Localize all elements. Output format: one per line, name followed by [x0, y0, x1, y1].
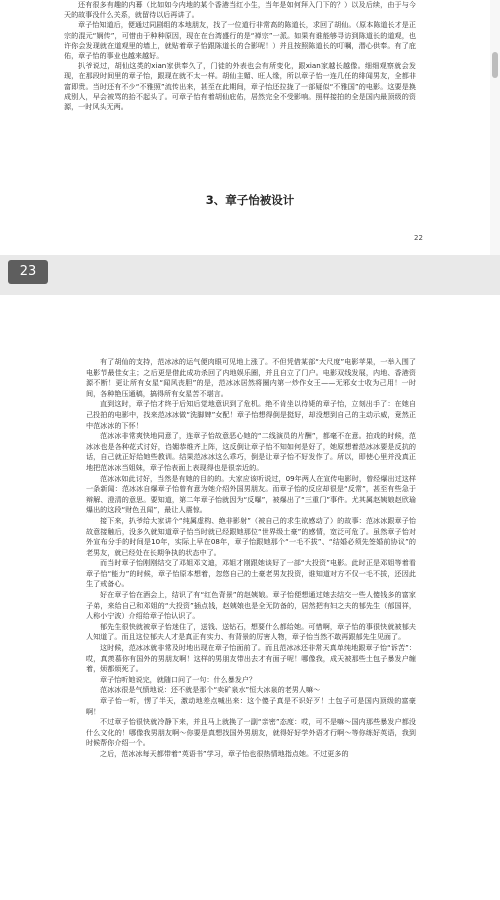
- paragraph: 章子怡一听，愣了半天，激动地差点喊出来：这个傻子真是不识好歹！土包子可是国内顶级的富豪啊！: [86, 696, 416, 716]
- paragraph: 扒爷说过，胡仙这类的xian家供奉久了，门徒的外表也会有所变化，跟xian家越长越像。细细观察就会发现，在那段时间里的章子怡，跟现在就不太一样。胡仙主媚、旺人缘，所以章子怡一连几任的绯闻男友，全都非富即贵。当时还有不少“不雅照”流传出来，甚至在此期间，章子怡还拉拢了一部疑似“不雅国”的电影。这要是换成别人，早会被骂的抬不起头了。可章子怡有着胡仙庇佑，居然完全不受影响。照样接拍的全是国内最顶级的资源，一时风头无两。: [64, 61, 416, 112]
- page-22-body: [64, 0, 416, 112]
- paragraph: 这时候，范冰冰就非常及时地出现在章子怡面前了。而且范冰冰还非常天真单纯地跟章子怡“诉苦”：哎，真羡慕你有国外的男朋友啊！这样的男朋友带出去才有面子呢！哪像我，成天被那些土包子暴发户缠着，烦都烦死了。: [86, 643, 416, 674]
- paragraph: 范冰冰如此讨好，当然是有她的目的的。大家应该听说过，09年两人在宣传电影时，曾经爆出过这样一条新闻：范冰冰自爆章子怡曾有意为她介绍外国男朋友。而章子怡的反应却很是“反常”，甚至有些急于辩解、澄清的意思。要知道，第二年章子怡就因为“反曝”，被爆出了“三重门”事件。尤其属赵姨娘赵欣瑜爆出的这段“财色丑闻”，最让人震惊。: [86, 473, 416, 515]
- paragraph: 章子怡知道后，便通过同剧组的本地朋友，找了一位道行非常高的陈道长，求回了胡仙。（原本陈道长才是正宗的混元“娴传”，可惜由于种种原因，现在在台湾盛行的是“禅宗”一派。如果有谁能够寻访到陈道长的道观，也许你会发现就在道观里的墙上，就贴着章子怡跟陈道长的合影呢！）并且按照陈道长的叮嘱，潜心供奉。有了庇佑，章子怡的事业也越来越好。: [64, 20, 416, 61]
- paragraph: 范冰冰非常爽快地同意了，连章子怡故意恶心她的“二线演员的片酬”，都毫不在意。拍戏的时候，范冰冰也是各种花式讨好，诌媚恭维齐上阵，这反倒让章子怡不知如何是好了，她原想着范冰冰要是反抗的话，自己就正好给她些教训。结果范冰冰这么乖巧，倒是让章子怡不好发作了。所以，即使心里并没真正地把范冰冰当姐妹，章子怡表面上表现得也是很亲近的。: [86, 431, 416, 472]
- paragraph: 好在章子怡在酒会上，结识了有“红色背景”的赵姨娘。章子怡便想通过她去结交一些人傻钱多的富家子弟，来给自己和邓姐的“大投资”插点钱，赵姨娘也是全无防备的，居然把有妇之夫的郁先生（郁国祥，人称小宁波）介绍给章子怡认识了。: [86, 590, 416, 621]
- section-heading: 3、章子怡被设计: [205, 193, 295, 207]
- paragraph: 郁先生很快就被章子怡迷住了，送钱、送钻石，想要什么都给她。可惜啊，章子怡的事很快就被郁夫人知道了。而且这位郁夫人才是真正有实力、有背景的厉害人物，章子怡当然不敢再跟郁先生见面了。: [86, 621, 416, 642]
- scrollbar-track[interactable]: [490, 0, 500, 255]
- paragraph: 有了胡仙的支持，范冰冰的运气便肉眼可见地上涨了。不但凭借某部“大尺度”电影苹果，一举入围了电影节最佳女主；之后更是借此成功杀回了内地娱乐圈，并且自立了门户。电影双线发展，内地、香港资源不断！更让所有女星“闻风丧胆”的是，范冰冰居然将圈内第一炒作女王——无邪女士收为己用！一时间，各种艳压通稿，搞得所有女星苦不堪言。: [86, 357, 416, 398]
- paragraph: 接下来，扒爷给大家讲个“纯属虚构、绝非影射”（被自己的求生欲感动了）的故事：范冰冰跟章子怡故意接触后，没多久就知道章子怡当时就已经跟她那位“世界级土豪”的感情，宽泛可危了。虽然章子怡对外宣布分手的时间是10年，实际上早在08年，章子怡跟她那个“一毛不拔”、“结婚必须先签婚前协议”的老男友，就已经处在长期争执的状态中了。: [86, 515, 416, 557]
- paragraph: 还有很多有趣的内幕（比如如今内地的某个香港当红小生，当年是如何拜入门下的？）以及后续，由于与今天的故事没什么关系，就留待以后再讲了。: [64, 0, 416, 20]
- paragraph: 之后，范冰冰每天都带着“英语书”学习，章子怡也很热情地指点她。不过更多的: [100, 748, 349, 758]
- paragraph: 章子怡听她说完，就随口问了一句：什么暴发户？: [100, 674, 257, 684]
- page-gap: [0, 255, 500, 295]
- page-number: 22: [414, 234, 423, 242]
- page-indicator-badge: 23: [8, 260, 48, 284]
- paragraph: 不过章子怡很快就冷静下来，并且马上就换了一副“亲密”态度：哎，可不是嘛～国内那些暴发户都没什么文化的！哪像我男朋友啊～你要是真想找国外男朋友，就得好好学外语才行啊～等你练好英语，我到时候帮你介绍一个。: [86, 717, 416, 748]
- paragraph: 范冰冰很是气愤地说：还不就是那个“卖矿泉水”恒大冰泉的老男人嘛～: [100, 685, 321, 695]
- scrollbar-thumb[interactable]: [492, 52, 498, 78]
- page-23-body: [86, 357, 416, 760]
- paragraph: 而当时章子怡刚刚结交了邓姐邓文迪，邓姐才刚跟她谈好了一部“大投资”电影。此时正是邓姐等着看章子怡“能力”的时候，章子怡原本想着，忽悠自己的土豪老男友投资，谁知道对方不仅一毛不拔，还因此生了戒备心。: [86, 558, 416, 589]
- document-page-23: [0, 295, 500, 900]
- paragraph: 直到这时，章子怡才终于后知后觉地意识到了危机。绝不肯坐以待毙的章子怡，立刻出手了：在她自己投拍的电影中，找来范冰冰做“洗脚婢”女配！章子怡想得倒是挺好，却没想到自己的主动示威，竟然正中范冰冰的下怀！: [86, 399, 416, 430]
- document-page-22: [0, 0, 500, 255]
